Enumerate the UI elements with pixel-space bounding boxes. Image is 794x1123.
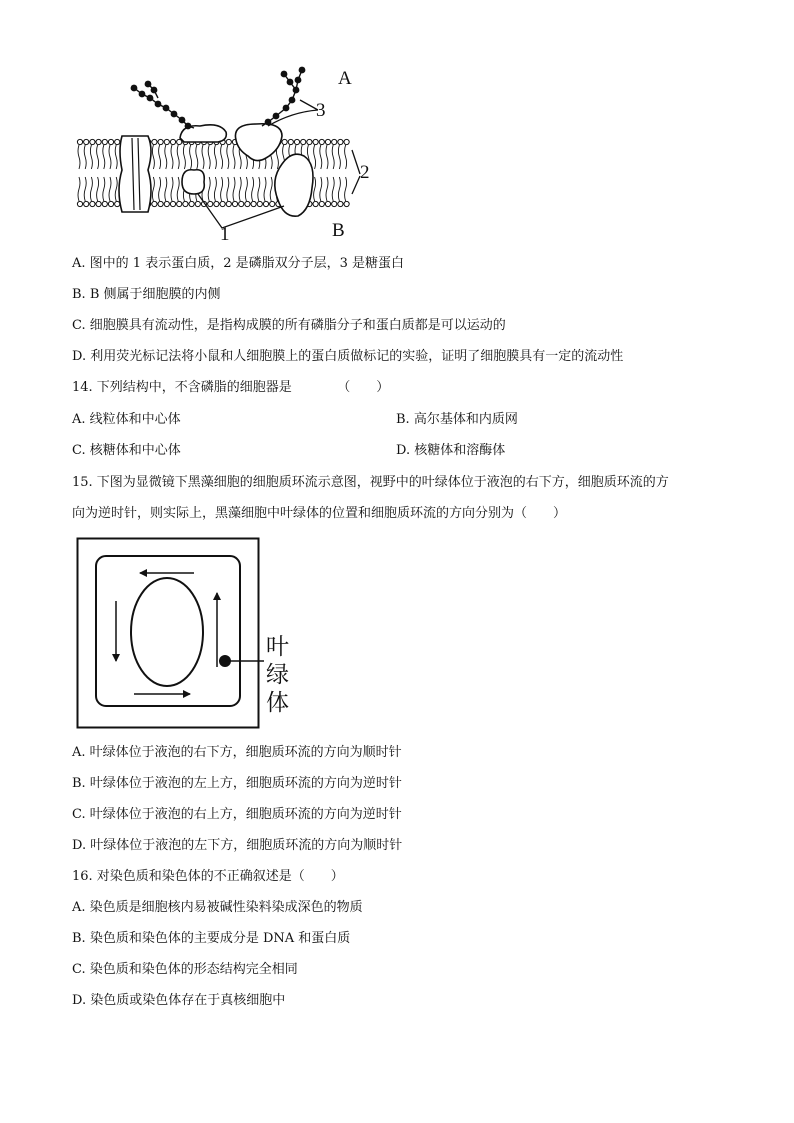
phospholipid-head — [338, 139, 343, 144]
phospholipid-head — [313, 139, 318, 144]
phospholipid-head — [195, 201, 200, 206]
phospholipid-head — [288, 139, 293, 144]
phospholipid-tail — [165, 145, 167, 169]
phospholipid-tail — [103, 145, 105, 169]
phospholipid-head — [239, 201, 244, 206]
sugar-residue — [179, 117, 186, 124]
phospholipid-head — [158, 201, 163, 206]
phospholipid-head — [232, 201, 237, 206]
q13-option-a: A. 图中的 1 表示蛋白质，2 是磷脂双分子层，3 是糖蛋白 — [72, 256, 404, 271]
sugar-chain-left — [131, 81, 194, 130]
phospholipid-head — [282, 139, 287, 144]
phospholipid-tail — [115, 177, 117, 201]
phospholipid-tail — [245, 177, 247, 201]
label-A: A — [338, 68, 352, 89]
phospholipid-tail — [152, 145, 154, 169]
phospholipid-tail — [196, 145, 198, 169]
phospholipid-head — [251, 201, 256, 206]
q15-option-d: D. 叶绿体位于液泡的左下方，细胞质环流的方向为顺时针 — [72, 838, 403, 853]
phospholipid-head — [313, 201, 318, 206]
phospholipid-head — [90, 139, 95, 144]
sugar-residue — [281, 71, 288, 78]
phospholipid-tail — [221, 145, 223, 169]
phospholipid-head — [108, 201, 113, 206]
phospholipid-tail — [345, 177, 347, 201]
cytoplasm-flow-figure — [76, 537, 306, 731]
phospholipid-tail — [227, 177, 229, 201]
q14-option-d: D. 核糖体和溶酶体 — [396, 443, 506, 458]
phospholipid-tail — [171, 177, 173, 201]
q13-option-d: D. 利用荧光标记法将小鼠和人细胞膜上的蛋白质做标记的实验，证明了细胞膜具有一定的流动性 — [72, 349, 624, 364]
q16-option-a: A. 染色质是细胞核内易被碱性染料染成深色的物质 — [72, 900, 363, 915]
phospholipid-tail — [90, 145, 92, 169]
chloroplast-label-char-1: 叶 — [266, 634, 289, 660]
phospholipid-head — [344, 201, 349, 206]
vacuole — [131, 578, 203, 686]
phospholipid-tail — [252, 177, 254, 201]
phospholipid-tail — [345, 145, 347, 169]
q14-option-c: C. 核糖体和中心体 — [72, 443, 181, 458]
label-3: 3 — [316, 100, 326, 121]
embedded-protein-bottom-small — [182, 170, 204, 194]
phospholipid-tail — [190, 145, 192, 169]
leader-line-2 — [352, 150, 360, 194]
phospholipid-tail — [183, 145, 185, 169]
phospholipid-tail — [338, 145, 340, 169]
q14-option-b: B. 高尔基体和内质网 — [396, 412, 518, 427]
phospholipid-head — [319, 201, 324, 206]
sugar-residue — [289, 97, 296, 104]
sugar-residue — [163, 105, 170, 112]
phospholipid-head — [332, 139, 337, 144]
q14-option-a: A. 线粒体和中心体 — [72, 412, 181, 427]
sugar-residue — [171, 111, 178, 118]
q14-stem: 14. 下列结构中，不含磷脂的细胞器是 （ ） — [72, 380, 390, 395]
phospholipid-tail — [97, 145, 99, 169]
phospholipid-tail — [338, 177, 340, 201]
q15-stem-line2: 向为逆时针，则实际上，黑藻细胞中叶绿体的位置和细胞质环流的方向分别为（ ） — [72, 506, 567, 521]
phospholipid-head — [115, 201, 120, 206]
phospholipid-head — [226, 139, 231, 144]
label-2: 2 — [360, 162, 370, 183]
phospholipid-tail — [84, 145, 86, 169]
sugar-residue — [145, 81, 152, 88]
phospholipid-head — [325, 139, 330, 144]
phospholipid-tail — [177, 145, 179, 169]
phospholipid-head — [152, 201, 157, 206]
phospholipid-tail — [84, 177, 86, 201]
phospholipid-head — [183, 201, 188, 206]
sugar-residue — [295, 77, 302, 84]
phospholipid-head — [344, 139, 349, 144]
q13-option-b: B. B 侧属于细胞膜的内侧 — [72, 287, 221, 302]
phospholipid-tail — [233, 177, 235, 201]
q13-option-c: C. 细胞膜具有流动性，是指构成膜的所有磷脂分子和蛋白质都是可以运动的 — [72, 318, 506, 333]
phospholipid-tail — [270, 177, 272, 201]
phospholipid-tail — [165, 177, 167, 201]
phospholipid-head — [332, 201, 337, 206]
phospholipid-tail — [109, 177, 111, 201]
phospholipid-head — [325, 201, 330, 206]
phospholipid-head — [102, 139, 107, 144]
q16-option-b: B. 染色质和染色体的主要成分是 DNA 和蛋白质 — [72, 931, 351, 946]
phospholipid-head — [84, 201, 89, 206]
phospholipid-tail — [332, 145, 334, 169]
phospholipid-head — [208, 201, 213, 206]
phospholipid-head — [77, 201, 82, 206]
phospholipid-tail — [326, 145, 328, 169]
q16-option-d: D. 染色质或染色体存在于真核细胞中 — [72, 993, 286, 1008]
phospholipid-tail — [115, 145, 117, 169]
phospholipid-head — [319, 139, 324, 144]
phospholipid-tail — [314, 145, 316, 169]
phospholipid-head — [189, 201, 194, 206]
phospholipid-head — [270, 201, 275, 206]
phospholipid-tail — [326, 177, 328, 201]
phospholipid-head — [177, 139, 182, 144]
phospholipid-head — [115, 139, 120, 144]
phospholipid-head — [307, 139, 312, 144]
phospholipid-tail — [314, 177, 316, 201]
phospholipid-tail — [78, 177, 80, 201]
phospholipid-tail — [214, 145, 216, 169]
q16-stem: 16. 对染色质和染色体的不正确叙述是（ ） — [72, 869, 344, 884]
sugar-residue — [155, 101, 162, 108]
label-1: 1 — [220, 224, 230, 245]
phospholipid-tail — [258, 177, 260, 201]
phospholipid-head — [164, 139, 169, 144]
phospholipid-tail — [152, 177, 154, 201]
phospholipid-tail — [208, 145, 210, 169]
phospholipid-head — [102, 201, 107, 206]
phospholipid-head — [152, 139, 157, 144]
phospholipid-tail — [227, 145, 229, 169]
phospholipid-head — [338, 201, 343, 206]
phospholipid-tail — [221, 177, 223, 201]
phospholipid-tail — [97, 177, 99, 201]
phospholipid-head — [263, 201, 268, 206]
phospholipid-tail — [264, 177, 266, 201]
sugar-residue — [131, 85, 138, 92]
transmembrane-protein-left — [119, 136, 151, 212]
phospholipid-tail — [90, 177, 92, 201]
phospholipid-tail — [332, 177, 334, 201]
q15-option-c: C. 叶绿体位于液泡的右上方，细胞质环流的方向为逆时针 — [72, 807, 402, 822]
label-B: B — [332, 220, 345, 241]
phospholipid-head — [177, 201, 182, 206]
phospholipid-head — [226, 201, 231, 206]
phospholipid-head — [220, 201, 225, 206]
phospholipid-head — [96, 201, 101, 206]
phospholipid-tail — [320, 177, 322, 201]
q15-stem-line1: 15. 下图为显微镜下黑藻细胞的细胞质环流示意图，视野中的叶绿体位于液泡的右下方，细胞质环流的方 — [72, 475, 669, 490]
phospholipid-head — [158, 139, 163, 144]
phospholipid-tail — [202, 145, 204, 169]
sugar-residue — [139, 91, 146, 98]
sugar-chain-right — [262, 67, 305, 126]
q15-option-a: A. 叶绿体位于液泡的右下方，细胞质环流的方向为顺时针 — [72, 745, 402, 760]
phospholipid-tail — [208, 177, 210, 201]
phospholipid-head — [77, 139, 82, 144]
phospholipid-head — [257, 201, 262, 206]
phospholipid-head — [170, 139, 175, 144]
phospholipid-head — [170, 201, 175, 206]
sugar-residue — [185, 123, 192, 130]
q16-option-c: C. 染色质和染色体的形态结构完全相同 — [72, 962, 298, 977]
phospholipid-head — [301, 139, 306, 144]
phospholipid-head — [245, 201, 250, 206]
phospholipid-tail — [159, 177, 161, 201]
sugar-residue — [273, 113, 280, 120]
q15-option-b: B. 叶绿体位于液泡的左上方，细胞质环流的方向为逆时针 — [72, 776, 402, 791]
chloroplast-label-char-3: 体 — [266, 690, 289, 716]
phospholipid-head — [214, 201, 219, 206]
phospholipid-tail — [214, 177, 216, 201]
sugar-residue — [147, 95, 154, 102]
phospholipid-head — [96, 139, 101, 144]
phospholipid-tail — [103, 177, 105, 201]
phospholipid-head — [84, 139, 89, 144]
phospholipid-head — [294, 139, 299, 144]
phospholipid-tail — [233, 145, 235, 169]
phospholipid-tail — [159, 145, 161, 169]
phospholipid-tail — [177, 177, 179, 201]
phospholipid-tail — [109, 145, 111, 169]
membrane-figure — [70, 60, 390, 250]
sugar-residue — [151, 87, 158, 94]
phospholipid-tail — [239, 177, 241, 201]
phospholipid-head — [164, 201, 169, 206]
phospholipid-head — [108, 139, 113, 144]
sugar-residue — [287, 79, 294, 86]
phospholipid-tail — [171, 145, 173, 169]
sugar-residue — [299, 67, 306, 74]
phospholipid-tail — [78, 145, 80, 169]
phospholipid-tail — [320, 145, 322, 169]
sugar-residue — [283, 105, 290, 112]
embedded-protein-top-right — [235, 124, 282, 161]
chloroplast-label-char-2: 绿 — [266, 662, 289, 688]
phospholipid-head — [90, 201, 95, 206]
